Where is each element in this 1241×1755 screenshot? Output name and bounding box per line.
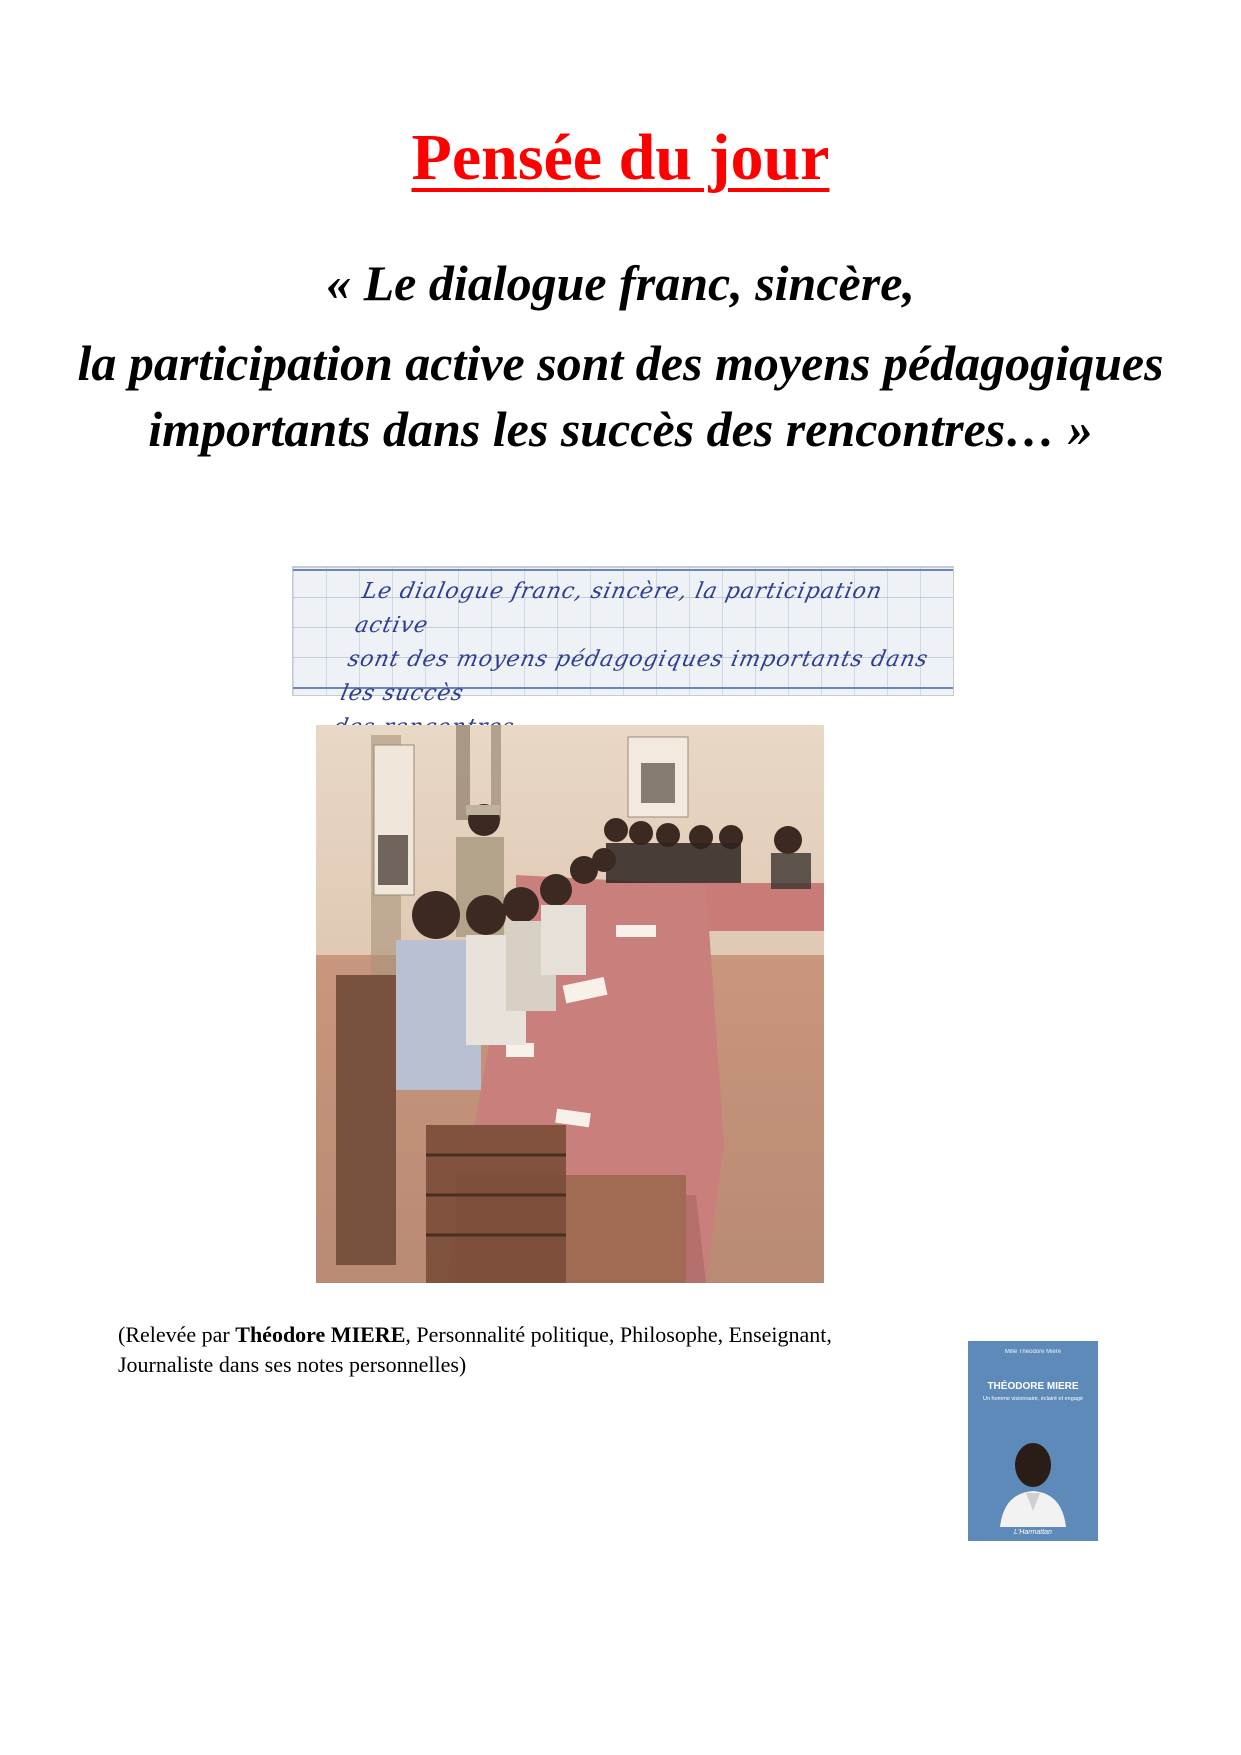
book-publisher: L'Harmattan <box>1014 1529 1052 1536</box>
book-author: Mille Théodore Miere <box>1004 1349 1062 1355</box>
quote-block <box>60 250 1181 462</box>
caption-prefix: (Relevée par <box>118 1322 236 1347</box>
quote-line-2: la participation active sont des moyens pédagogiques importants dans les succès des rencontres… » <box>77 335 1164 457</box>
book-cover-image <box>968 1341 1098 1541</box>
page-title <box>0 118 1241 198</box>
handwritten-text <box>330 575 966 745</box>
handwritten-line: sont des moyens pédagogiques importants dans les succès <box>338 647 931 706</box>
quote-line-1: « Le dialogue franc, sincère, <box>326 255 915 311</box>
notebook-rule <box>293 569 953 571</box>
meeting-photo <box>316 725 824 1283</box>
caption-author-name: Théodore MIERE <box>235 1322 406 1347</box>
book-title: THÉODORE MIERE <box>987 1381 1079 1392</box>
caption-rest: , Personnalité politique, Philosophe, Enseignant, Journaliste dans ses notes personnelles) <box>118 1322 832 1377</box>
handwritten-note-image <box>292 566 954 706</box>
page-title-text: Pensée du jour <box>411 121 830 194</box>
handwritten-line: Le dialogue franc, sincère, la participation active <box>352 579 885 638</box>
photo-caption <box>118 1320 838 1380</box>
meeting-photo-illustration <box>316 725 824 1283</box>
book-subtitle: Un homme visionnaire, éclairé et engagé <box>983 1396 1083 1402</box>
author-portrait <box>996 1431 1070 1527</box>
